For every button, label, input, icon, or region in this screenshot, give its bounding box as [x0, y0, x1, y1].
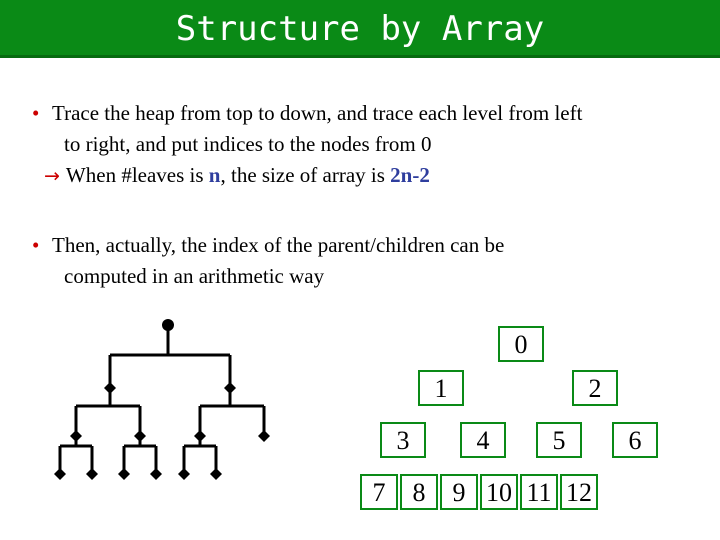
index-box-10 — [480, 474, 518, 510]
tree-leaf-node — [178, 468, 190, 480]
index-box-3 — [380, 422, 426, 458]
slide-title: Structure by Array — [175, 9, 545, 49]
index-box-8 — [400, 474, 438, 510]
tree-node — [104, 382, 116, 394]
right-arrow-icon: → — [44, 165, 60, 187]
index-label: 1 — [434, 374, 448, 403]
index-box-2 — [572, 370, 618, 406]
index-label: 7 — [372, 478, 386, 507]
bullet-1-text-1: Trace the heap from top to down, and trace each level from left — [52, 101, 583, 125]
index-label: 3 — [396, 426, 410, 455]
index-label: 4 — [476, 426, 490, 455]
index-label: 9 — [452, 478, 466, 507]
index-box-9 — [440, 474, 478, 510]
arrow-size: 2n-2 — [390, 163, 430, 187]
bullet-2-text-2: computed in an arithmetic way — [64, 264, 325, 288]
tree-node — [224, 382, 236, 394]
tree-leaf-node — [118, 468, 130, 480]
index-label: 2 — [588, 374, 602, 403]
tree-leaf-node — [54, 468, 66, 480]
index-box-4 — [460, 422, 506, 458]
bullet-1 — [32, 98, 582, 192]
arrow-text-1: When #leaves is — [65, 163, 209, 187]
index-box-12 — [560, 474, 598, 510]
tree-node — [194, 430, 206, 442]
index-label: 0 — [514, 330, 528, 359]
bullet-dot: • — [32, 101, 40, 125]
tree-leaf-node — [150, 468, 162, 480]
index-label: 10 — [486, 478, 512, 507]
index-label: 8 — [412, 478, 426, 507]
tree-node — [134, 430, 146, 442]
tree-leaf-node — [86, 468, 98, 480]
bullet-1-line-1 — [32, 98, 582, 129]
index-label: 11 — [526, 478, 552, 507]
tree-root-node — [162, 319, 174, 331]
title-bar — [0, 0, 720, 58]
bullet-1-text-2: to right, and put indices to the nodes from 0 — [64, 132, 432, 156]
bullet-dot: • — [32, 233, 40, 257]
bullet-2-text-1: Then, actually, the index of the parent/children can be — [52, 233, 505, 257]
arrow-n: n — [208, 163, 221, 187]
tree-nodes — [54, 319, 270, 480]
index-box-0 — [498, 326, 544, 362]
bullet-2-line-1 — [32, 230, 504, 261]
index-label: 6 — [628, 426, 642, 455]
arrow-line — [32, 160, 582, 192]
tree-leaf-node — [210, 468, 222, 480]
index-box-7 — [360, 474, 398, 510]
index-label: 12 — [566, 478, 592, 507]
bullet-2 — [32, 230, 504, 292]
tree-node — [258, 430, 270, 442]
index-box-5 — [536, 422, 582, 458]
index-label: 5 — [552, 426, 566, 455]
tree-node — [70, 430, 82, 442]
arrow-text-2: , the size of array is — [220, 163, 391, 187]
index-box-1 — [418, 370, 464, 406]
index-box-11 — [520, 474, 558, 510]
index-box-6 — [612, 422, 658, 458]
tree-edges — [60, 325, 264, 474]
